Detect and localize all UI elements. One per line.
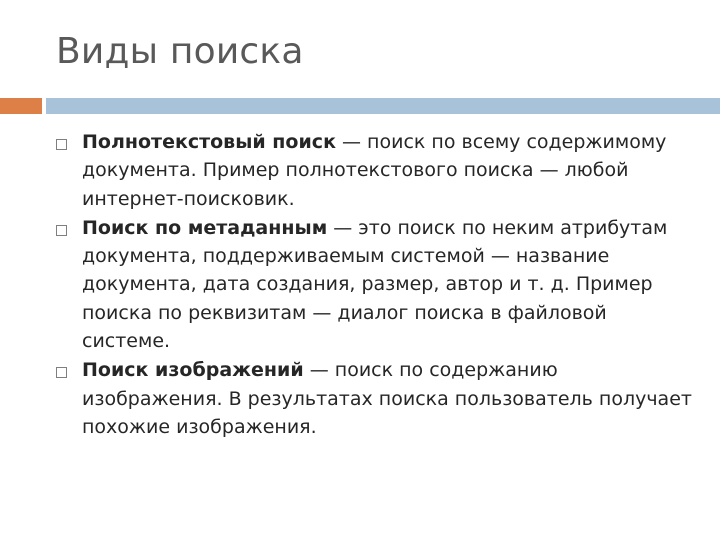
square-outline-icon xyxy=(56,367,67,378)
item-text: — поиск по содержанию изображения. В результатах поиска пользователь получает похожие изображения. xyxy=(82,359,692,438)
square-outline-icon xyxy=(56,225,67,236)
accent-bar-blue xyxy=(46,98,720,114)
slide-title: Виды поиска xyxy=(56,31,304,72)
bullet-list xyxy=(56,128,696,442)
accent-bar-orange xyxy=(0,98,42,114)
item-text: — это поиск по неким атрибутам документа, поддерживаемым системой — название документа, дата создания, размер, автор и т. д. Пример поиска по реквизитам — диалог поиска в файловой системе. xyxy=(82,216,668,353)
list-item xyxy=(56,356,696,441)
item-term: Полнотекстовый поиск xyxy=(82,131,336,153)
list-item xyxy=(56,214,696,355)
item-term: Поиск изображений xyxy=(82,359,304,382)
item-term: Поиск по метаданным xyxy=(82,216,328,239)
list-item xyxy=(56,128,696,213)
item-text: — поиск по всему содержимому документа. Пример полнотекстового поиска — любой интернет-поисковик. xyxy=(82,131,667,210)
square-outline-icon xyxy=(56,139,67,150)
